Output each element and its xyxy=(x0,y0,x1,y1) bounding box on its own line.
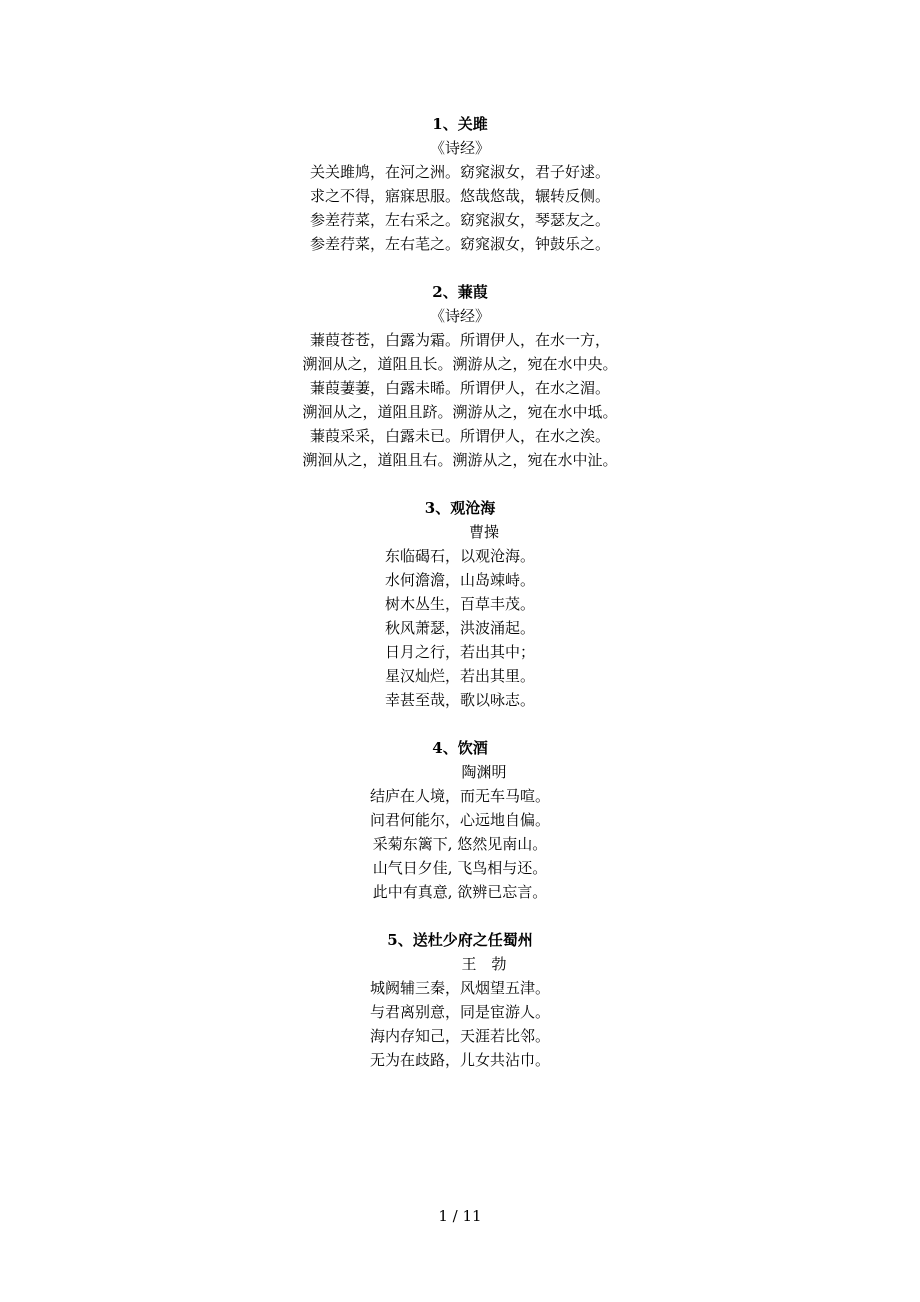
poem-line: 参差荇菜，左右采之。窈窕淑女，琴瑟友之。 xyxy=(309,211,610,229)
poem-line: 蒹葭苍苍，白露为霜。所谓伊人，在水一方， xyxy=(309,331,610,349)
poem-line: 树木丛生，百草丰茂。 xyxy=(384,595,535,613)
poem-author: 曹操 xyxy=(468,523,499,541)
poem-author: 《诗经》 xyxy=(429,307,490,325)
document-page xyxy=(0,112,920,1072)
poem-line: 东临碣石，以观沧海。 xyxy=(384,547,535,565)
poem-title: 3、观沧海 xyxy=(424,499,496,517)
poem-line: 此中有真意, 欲辨已忘言。 xyxy=(372,883,548,901)
poem-line: 水何澹澹，山岛竦峙。 xyxy=(384,571,535,589)
poem-line: 采菊东篱下, 悠然见南山。 xyxy=(372,835,548,853)
poem-title: 2、蒹葭 xyxy=(432,283,488,301)
poem-author: 《诗经》 xyxy=(429,139,490,157)
poem-line: 海内存知己，天涯若比邻。 xyxy=(369,1027,550,1045)
poem-4 xyxy=(0,736,920,904)
poem-line: 蒹葭萋萋，白露未晞。所谓伊人，在水之湄。 xyxy=(309,379,610,397)
poem-line: 无为在歧路，儿女共沾巾。 xyxy=(369,1051,550,1069)
poem-1 xyxy=(0,112,920,256)
poem-3 xyxy=(0,496,920,712)
poem-line: 求之不得，寤寐思服。悠哉悠哉，辗转反侧。 xyxy=(309,187,610,205)
poem-title: 4、饮酒 xyxy=(432,739,488,757)
page-number: 1 / 11 xyxy=(438,1207,482,1225)
poem-line: 关关雎鸠，在河之洲。窈窕淑女，君子好逑。 xyxy=(309,163,610,181)
poem-line: 参差荇菜，左右芼之。窈窕淑女，钟鼓乐之。 xyxy=(309,235,610,253)
poem-line: 问君何能尔，心远地自偏。 xyxy=(369,811,550,829)
poem-line: 秋风萧瑟，洪波涌起。 xyxy=(384,619,535,637)
poem-line: 山气日夕佳, 飞鸟相与还。 xyxy=(372,859,548,877)
poem-line: 幸甚至哉，歌以咏志。 xyxy=(384,691,535,709)
poem-title: 5、送杜少府之任蜀州 xyxy=(387,931,533,949)
section-gap xyxy=(0,256,920,280)
poem-5 xyxy=(0,928,920,1072)
poem-2 xyxy=(0,280,920,472)
poem-line: 日月之行，若出其中； xyxy=(384,643,535,661)
poem-line: 蒹葭采采，白露未已。所谓伊人，在水之涘。 xyxy=(309,427,610,445)
poem-line: 溯洄从之，道阻且右。溯游从之，宛在水中沚。 xyxy=(302,451,618,469)
section-gap xyxy=(0,904,920,928)
poem-line: 溯洄从之，道阻且长。溯游从之，宛在水中央。 xyxy=(302,355,618,373)
section-gap xyxy=(0,472,920,496)
poem-line: 结庐在人境，而无车马喧。 xyxy=(369,787,550,805)
section-gap xyxy=(0,712,920,736)
poem-author: 陶渊明 xyxy=(461,763,507,781)
poem-line: 溯洄从之，道阻且跻。溯游从之，宛在水中坻。 xyxy=(302,403,618,421)
poem-title: 1、关雎 xyxy=(432,115,488,133)
poem-author: 王 勃 xyxy=(461,955,507,973)
poem-line: 星汉灿烂，若出其里。 xyxy=(384,667,535,685)
poem-line: 与君离别意，同是宦游人。 xyxy=(369,1003,550,1021)
poem-line: 城阙辅三秦，风烟望五津。 xyxy=(369,979,550,997)
